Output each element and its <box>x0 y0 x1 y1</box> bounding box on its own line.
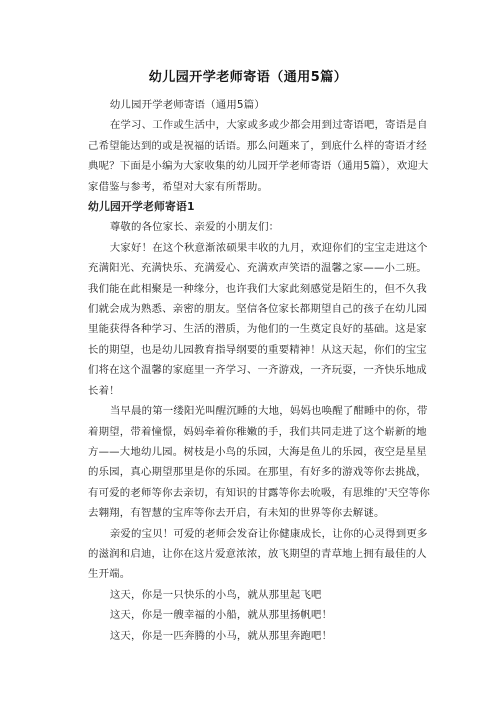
document-title: 幼儿园开学老师寄语（通用5篇） <box>148 70 348 85</box>
paragraph-body: 当早晨的第一缕阳光叫醒沉睡的大地，妈妈也唤醒了酣睡中的你，带着期望，带着憧憬，妈妈牵着你稚嫩的手，我们共同走进了这个崭新的地方——大地幼儿园。树枝是小鸟的乐园，大海是鱼儿的乐园，夜空是星星的乐园，真心期望那里是你的乐园。在那里，有好多的游戏等你去挑战，有可爱的老师等你去亲切，有知识的甘露等你去吮吸，有思维的'天空等你去翱翔，有智慧的宝库等你去开启，有未知的世界等你去解谜。 <box>88 405 430 520</box>
paragraph-greeting: 尊敬的各位家长、亲爱的小朋友们： <box>109 221 280 234</box>
paragraph-line: 这天，你是一艘幸福的小船，就从那里扬帆吧！ <box>109 609 333 622</box>
section-heading: 幼儿园开学老师寄语1 <box>88 200 195 214</box>
document-body <box>88 95 436 646</box>
paragraph-subtitle: 幼儿园开学老师寄语（通用5篇） <box>109 99 265 111</box>
paragraph-body: 大家好！在这个秋意渐浓硕果丰收的九月，欢迎你们的宝宝走进这个充满阳光、充满快乐、充满爱心、充满欢声笑语的温馨之家——小二班。我们能在此相聚是一种缘分，也许我们大家此刻感觉是陌生的，但不久我们就会成为熟悉、亲密的朋友。坚信各位家长都期望自己的孩子在幼儿园里能获得各种学习、生活的潜质，为他们的一生奠定良好的基础。这是家长的期望，也是幼儿园教育指导纲要的重要精神！从这天起，你们的宝宝们将在这个温馨的家庭里一齐学习、一齐游戏，一齐玩耍，一齐快乐地成长着！ <box>88 241 428 397</box>
paragraph-line: 这天，你是一只快乐的小鸟，就从那里起飞吧 <box>109 588 322 601</box>
paragraph-line: 这天，你是一匹奔腾的小马，就从那里奔跑吧！ <box>109 629 333 642</box>
paragraph-body: 亲爱的宝贝！可爱的老师会发奋让你健康成长，让你的心灵得到更多的滋润和启迪，让你在这片爱意浓浓，放飞期望的青草地上拥有最佳的人生开端。 <box>88 527 428 581</box>
paragraph-intro: 在学习、工作或生活中，大家或多或少都会用到过寄语吧，寄语是自己希望能达到的或是祝福的话语。那么问题来了，到底什么样的寄语才经典呢？下面是小编为大家收集的幼儿园开学老师寄语（通用5篇），欢迎大家借鉴与参考，希望对大家有所帮助。 <box>88 119 429 193</box>
